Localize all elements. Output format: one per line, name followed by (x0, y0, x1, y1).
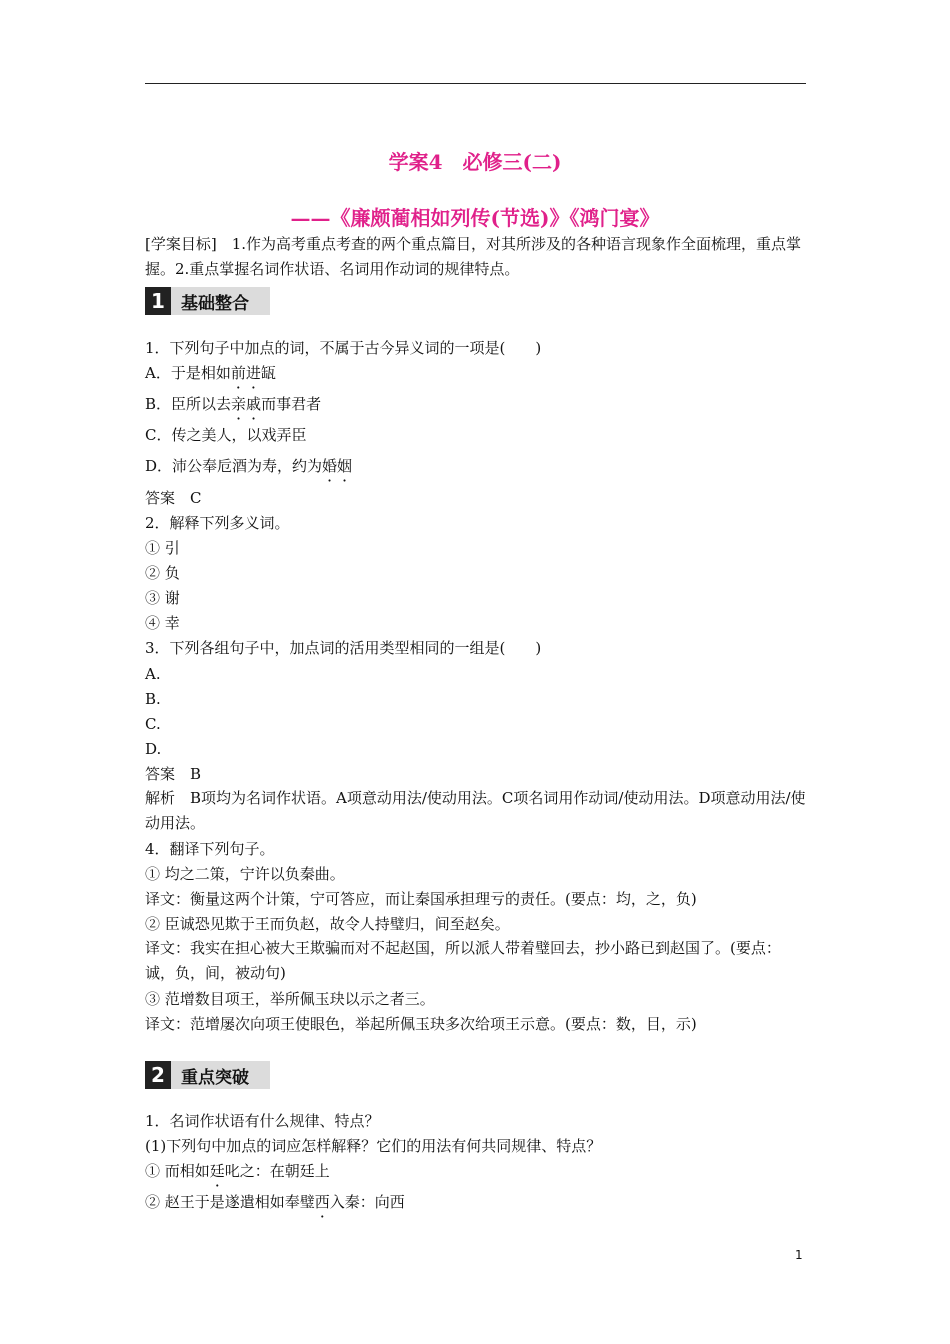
q3-option: B. (145, 690, 161, 708)
dotted-word: 婚姻 (322, 457, 353, 475)
q2-item: ③ 谢 (145, 589, 180, 607)
dotted-word: 廷 (209, 1162, 225, 1180)
section-header-2 (145, 1061, 270, 1089)
q3-stem: 3．下列各组句子中，加点词的活用类型相同的一组是( ) (145, 639, 542, 657)
q4-sentence: ③ 范增数目项王，举所佩玉玦以示之者三。 (145, 990, 435, 1008)
header-rule (145, 83, 806, 84)
dotted-word: 西 (314, 1193, 330, 1211)
section-label: 重点突破 (181, 1067, 249, 1088)
part2-example: ② 赵王于是遂遣相如奉璧西入秦：向西 (145, 1193, 405, 1211)
page-subtitle: ——《廉颇蔺相如列传(节选)》《鸿门宴》 (290, 206, 660, 230)
q4-translation: 译文：我实在担心被大王欺骗而对不起赵国，所以派人带着璧回去，抄小路已到赵国了。(要点：诚，负，间，被动句) (145, 939, 781, 982)
q2-item: ② 负 (145, 564, 180, 582)
section-header-1 (145, 287, 270, 315)
page-number: 1 (795, 1248, 803, 1262)
dotted-word: 亲戚 (231, 395, 262, 413)
q3-answer: 答案 B (145, 765, 202, 783)
q4-stem: 4．翻译下列句子。 (145, 840, 275, 858)
q3-option: A. (145, 665, 161, 683)
q2-stem: 2．解释下列多义词。 (145, 514, 290, 532)
q1-option-d: D．沛公奉卮酒为寿，约为婚姻 (145, 457, 353, 475)
q4-translation: 译文：衡量这两个计策，宁可答应，而让秦国承担理亏的责任。(要点：均，之，负) (145, 890, 697, 908)
part2-question: 1．名词作状语有什么规律、特点？ (145, 1112, 380, 1130)
q3-option: D. (145, 740, 162, 758)
objective-text: 1.作为高考重点考查的两个重点篇目，对其所涉及的各种语言现象作全面梳理，重点掌握。2.重点掌握名词作状语、名词用作动词的规律特点。 (145, 235, 802, 278)
q2-item: ① 引 (145, 539, 180, 557)
objective-label: [学案目标] (145, 235, 217, 253)
q1-stem: 1．下列句子中加点的词，不属于古今异义词的一项是( ) (145, 339, 542, 357)
q4-sentence: ② 臣诚恐见欺于王而负赵，故令人持璧归，间至赵矣。 (145, 915, 510, 933)
q4-sentence: ① 均之二策，宁许以负秦曲。 (145, 865, 345, 883)
section-number: 1 (145, 287, 171, 315)
q3-option: C. (145, 715, 161, 733)
section-number: 2 (145, 1061, 171, 1089)
part2-example: ① 而相如廷叱之：在朝廷上 (145, 1162, 330, 1180)
q2-item: ④ 幸 (145, 614, 180, 632)
q3-analysis: 解析 B项均为名词作状语。A项意动用法/使动用法。C项名词用作动词/使动用法。D项意动用法/使动用法。 (145, 789, 806, 832)
q1-option-a: A．于是相如前进缻 (145, 364, 276, 382)
q1-option-c: C．传之美人，以戏弄臣 (145, 426, 307, 444)
dotted-word: 前进 (230, 364, 261, 382)
page-title: 学案4 必修三(二) (388, 150, 562, 174)
objective (145, 232, 807, 282)
part2-subquestion: (1)下列句中加点的词应怎样解释？它们的用法有何共同规律、特点？ (145, 1137, 602, 1155)
q1-option-b: B．臣所以去亲戚而事君者 (145, 395, 322, 413)
section-label: 基础整合 (181, 293, 249, 314)
q1-answer: 答案 C (145, 489, 202, 507)
q4-translation: 译文：范增屡次向项王使眼色，举起所佩玉玦多次给项王示意。(要点：数，目，示) (145, 1015, 697, 1033)
